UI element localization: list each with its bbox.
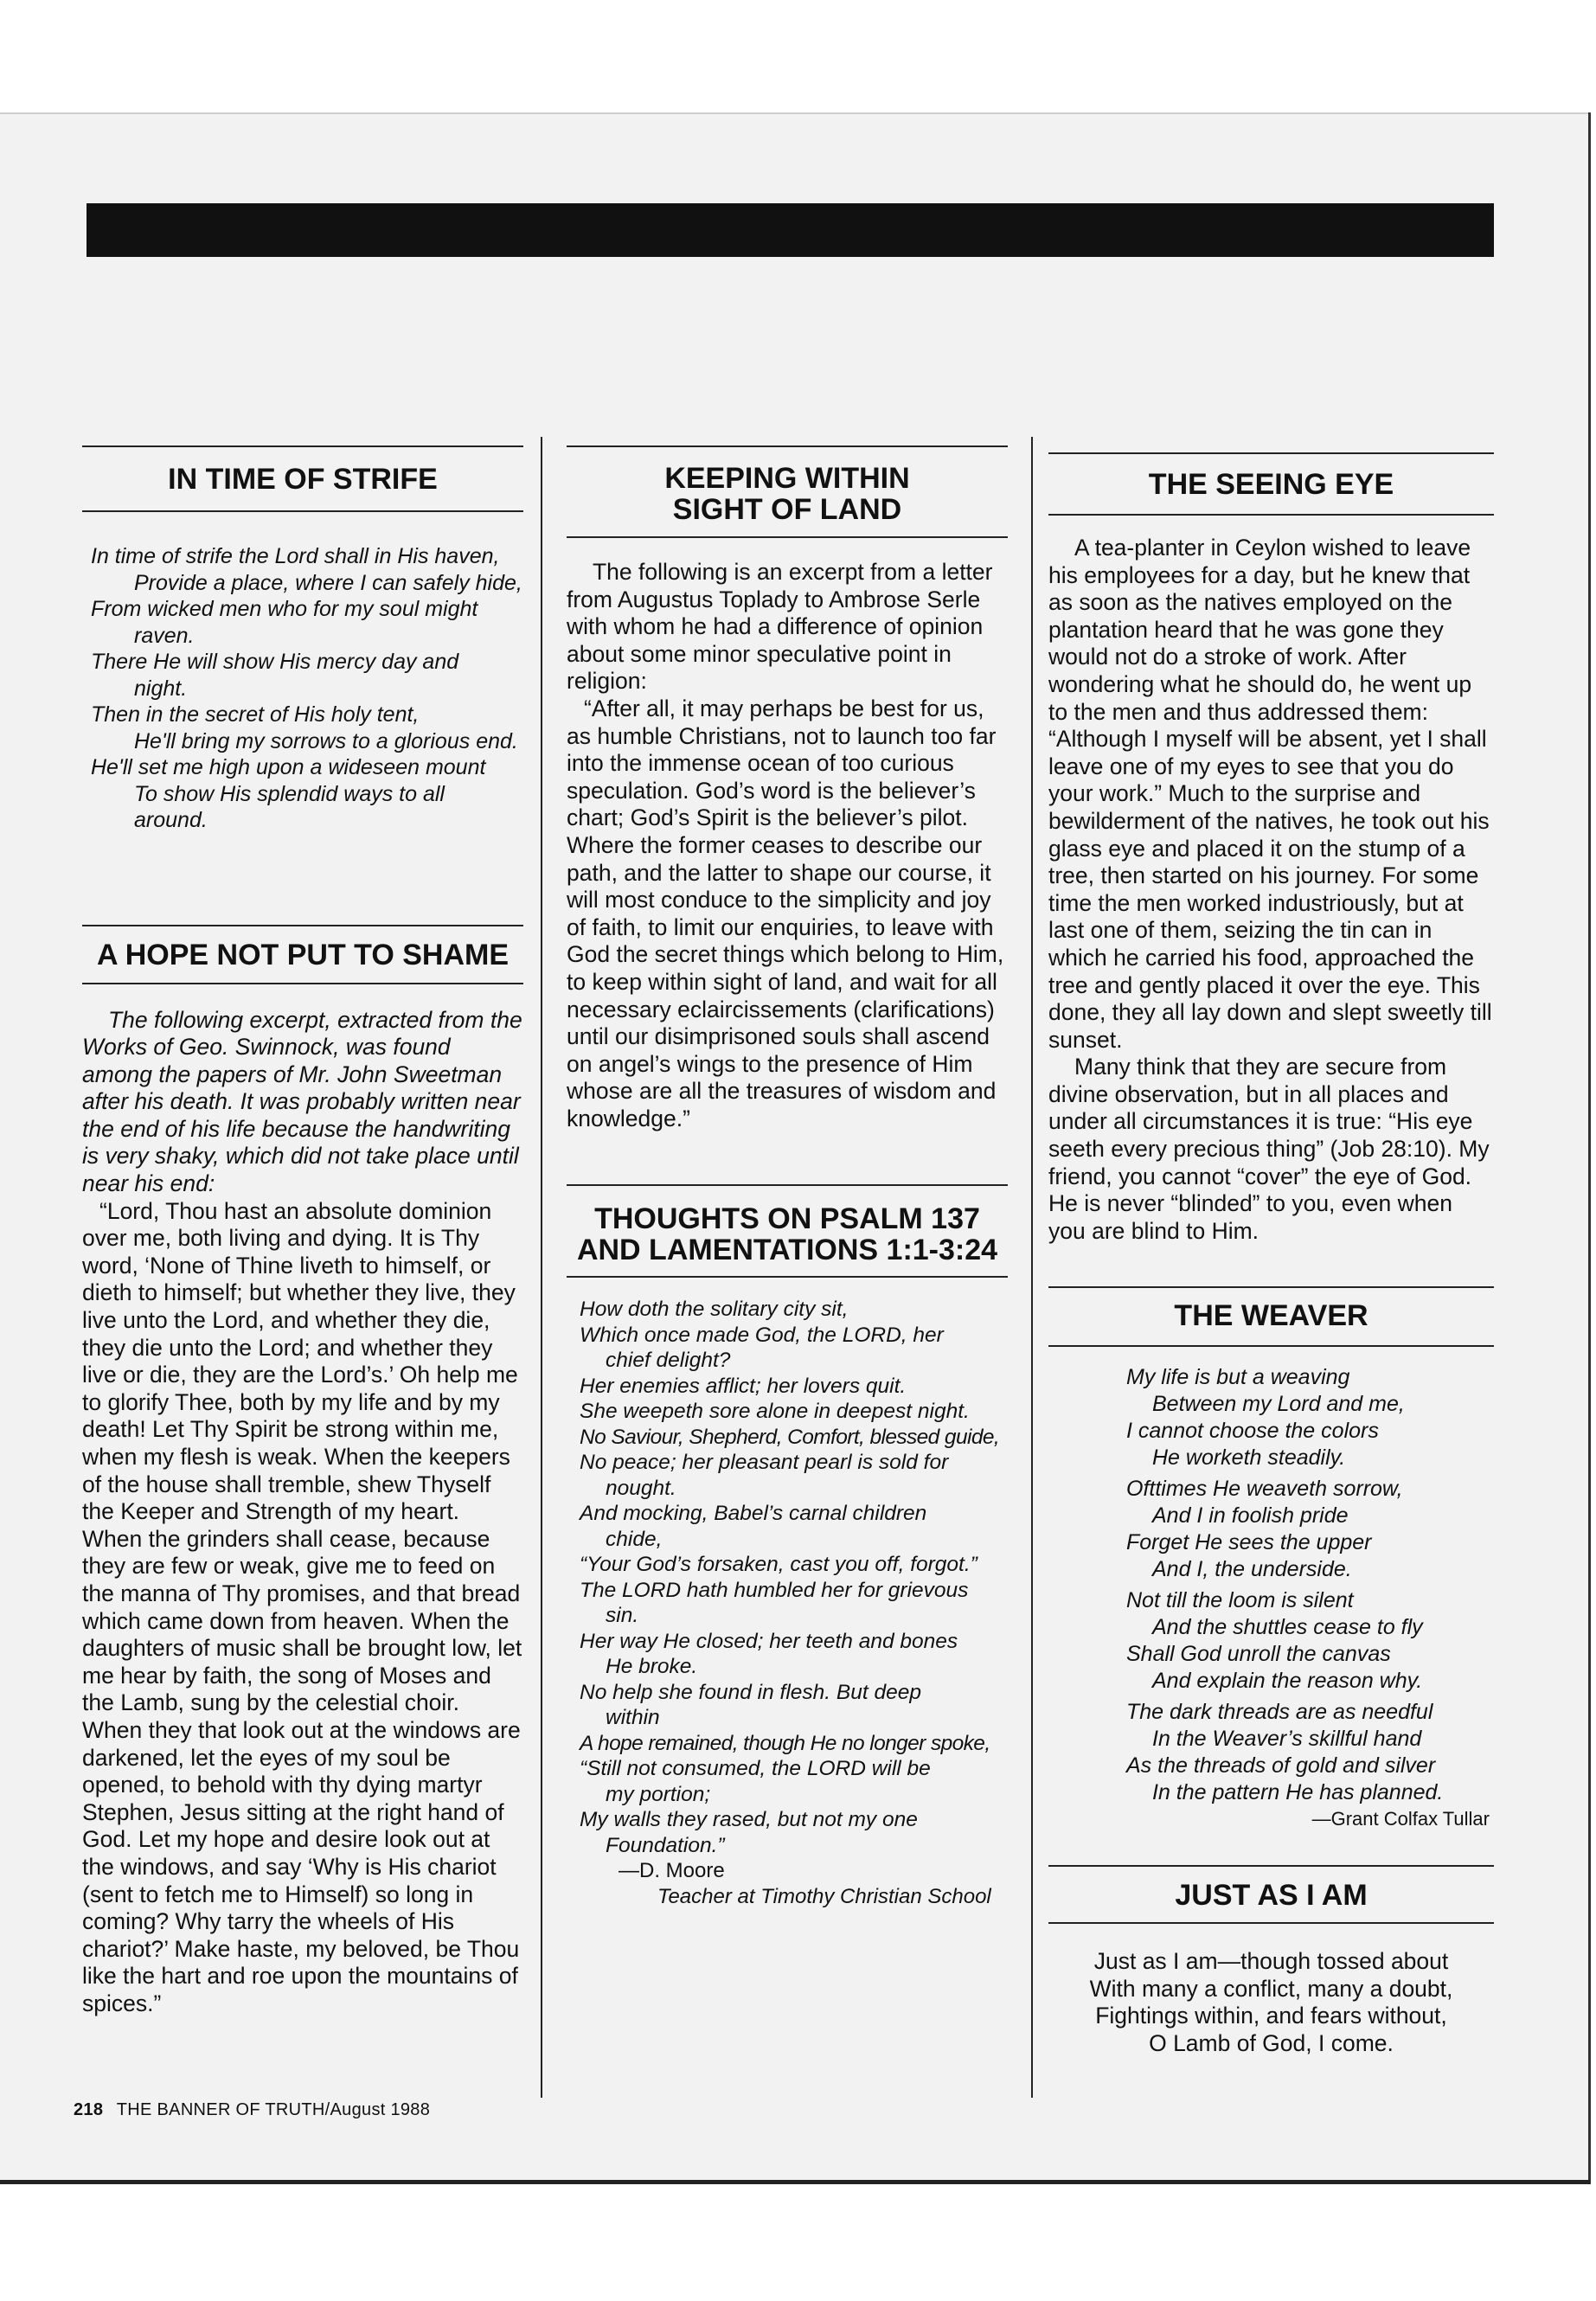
page-footer bbox=[74, 2100, 430, 2120]
poem-line: Foundation.” bbox=[606, 1833, 725, 1857]
section-title-a-hope-not-put-to-shame bbox=[82, 925, 523, 984]
poem-line: A hope remained, though He no longer spoke, bbox=[580, 1731, 990, 1755]
page-right-edge bbox=[1588, 112, 1591, 2184]
poem-line: And I, the underside. bbox=[1152, 1557, 1352, 1582]
hymn-line: Just as I am—though tossed about bbox=[1093, 1948, 1449, 1975]
section-title-in-time-of-strife bbox=[82, 445, 523, 512]
poem-line: She weepeth sore alone in deepest night. bbox=[580, 1400, 970, 1424]
poem-line: Which once made God, the LORD, her bbox=[580, 1323, 944, 1347]
stanza bbox=[1126, 1699, 1494, 1806]
poem-line: Her enemies afflict; her lovers quit. bbox=[580, 1374, 907, 1398]
story-paragraph: A tea-planter in Ceylon wished to leave his employees for a day, but he knew that as soon as the natives employed on the plantation heard that he was gone they would not do a stroke of work. After wondering what he should do, he went up to the men and thus addressed them: “Although I myself will be absent, yet I shall leave one of my eyes to see that you do your work.” Much to the surprise and bewilderment of the natives, he took out his glass eye and placed it on the stump of a tree, then started on his journey. For some time the men worked industriously, but at last one of them, seizing the tin can in which he carried his food, approached the tree and gently placed it over the eye. This done, they all lay down and slept sweetly till sunset. bbox=[1048, 535, 1492, 1053]
poem-line: He'll set me high upon a wideseen mount bbox=[91, 755, 486, 779]
publication-info: THE BANNER OF TRUTH/August 1988 bbox=[116, 2100, 431, 2119]
poem-psalm-137 bbox=[567, 1297, 1008, 1858]
poem-line: chide, bbox=[606, 1527, 663, 1551]
title-line-2: SIGHT OF LAND bbox=[672, 493, 902, 526]
stanza bbox=[1126, 1476, 1494, 1583]
stanza bbox=[1126, 1364, 1494, 1471]
poem-line: And I in foolish pride bbox=[1152, 1503, 1349, 1529]
poem-line: Then in the secret of His holy tent, bbox=[91, 702, 420, 727]
intro-paragraph: The following is an excerpt from a letter from Augustus Toplady to Ambrose Serle with whom he had a difference of opinion about some minor speculative point in religion: bbox=[567, 559, 993, 695]
poem-the-weaver bbox=[1048, 1364, 1494, 1806]
poem-line: within bbox=[606, 1706, 660, 1730]
poem-line: I cannot choose the colors bbox=[1126, 1419, 1379, 1444]
section-title-keeping-within-sight-of-land bbox=[567, 445, 1008, 538]
poem-line: The dark threads are as needful bbox=[1126, 1700, 1433, 1725]
hymn-just-as-i-am bbox=[1048, 1948, 1494, 2057]
poem-line: In the Weaver’s skillful hand bbox=[1152, 1727, 1422, 1752]
quote-paragraph: “After all, it may perhaps be best for us, as humble Christians, not to launch too far into the immense ocean of too curious speculation. God’s word is the believer’s chart; God’s Spirit is the believer’s pilot. Where the former ceases to describe our path, and the latter to shape our course, it will most conduce to the simplicity and joy of faith, to limit our enquiries, to leave with God the secret things which belong to Him, to keep within sight of land, and wait for all necessary eclaircissements (clarifications) until our disimprisoned souls shall ascend on angel’s wings to the presence of Him whose are all the treasures of wisdom and knowledge.” bbox=[567, 695, 1004, 1131]
poem-line: Ofttimes He weaveth sorrow, bbox=[1126, 1477, 1403, 1502]
poem-line: night. bbox=[134, 676, 188, 701]
poem-line: Shall God unroll the canvas bbox=[1126, 1642, 1391, 1667]
poem-line: From wicked men who for my soul might bbox=[91, 597, 478, 621]
poem-line: He worketh steadily. bbox=[1152, 1445, 1346, 1471]
poem-line: To show His splendid ways to all around. bbox=[134, 781, 445, 832]
title-text: THE SEEING EYE bbox=[1148, 468, 1394, 501]
hymn-line: With many a conflict, many a doubt, bbox=[1089, 1975, 1453, 2002]
stanza bbox=[1126, 1587, 1494, 1695]
poem-line: “Still not consumed, the LORD will be bbox=[580, 1757, 931, 1781]
page-bottom-edge bbox=[0, 2180, 1590, 2184]
poem-line: And the shuttles cease to fly bbox=[1152, 1615, 1423, 1640]
poem-line: He'll bring my sorrows to a glorious end. bbox=[134, 728, 518, 753]
poem-in-time-of-strife bbox=[82, 543, 523, 834]
title-line-1: THOUGHTS ON PSALM 137 bbox=[594, 1202, 980, 1236]
hymn-line: O Lamb of God, I come. bbox=[1149, 2029, 1394, 2056]
intro-paragraph: The following excerpt, extracted from the Works of Geo. Swinnock, was found among the papers of Mr. John Sweetman after his death. It was probably written near the end of his life because the handwriting is very shaky, which did not take place until near his end: bbox=[82, 1006, 522, 1197]
poem-line: And mocking, Babel’s carnal children bbox=[580, 1502, 927, 1526]
poem-line: He broke. bbox=[606, 1655, 698, 1679]
poem-line: No Saviour, Shepherd, Comfort, blessed guide, bbox=[580, 1425, 1000, 1449]
section-title-the-weaver bbox=[1048, 1286, 1494, 1347]
poem-line: In time of strife the Lord shall in His haven, bbox=[91, 544, 500, 568]
poem-line: In the pattern He has planned. bbox=[1152, 1780, 1444, 1805]
title-text: IN TIME OF STRIFE bbox=[168, 463, 438, 496]
title-text: JUST AS I AM bbox=[1175, 1879, 1368, 1913]
poem-line: Between my Lord and me, bbox=[1152, 1392, 1405, 1417]
poem-line: My life is but a weaving bbox=[1126, 1365, 1350, 1390]
poem-line: my portion; bbox=[606, 1782, 711, 1806]
column-2 bbox=[567, 445, 1008, 1910]
hymn-line: Fightings within, and fears without, bbox=[1095, 2003, 1447, 2029]
poem-line: No peace; her pleasant pearl is sold for bbox=[580, 1451, 949, 1475]
title-text: A HOPE NOT PUT TO SHAME bbox=[96, 938, 510, 971]
poem-line: As the threads of gold and silver bbox=[1126, 1753, 1436, 1779]
poem-author: —Grant Colfax Tullar bbox=[1311, 1808, 1490, 1830]
section-title-thoughts-on-psalm-137 bbox=[567, 1184, 1008, 1278]
author-affiliation: Teacher at Timothy Christian School bbox=[657, 1885, 991, 1909]
column-divider-1 bbox=[541, 437, 542, 2098]
column-1 bbox=[82, 445, 523, 2017]
poem-line: sin. bbox=[606, 1604, 639, 1628]
poem-line: There He will show His mercy day and bbox=[91, 650, 459, 674]
title-line-1: KEEPING WITHIN bbox=[664, 462, 910, 495]
poem-line: Her way He closed; her teeth and bones bbox=[580, 1629, 958, 1653]
poem-line: “Your God’s forsaken, cast you off, forgot.” bbox=[580, 1553, 977, 1577]
header-black-band bbox=[87, 203, 1494, 257]
title-line-2: AND LAMENTATIONS 1:1-3:24 bbox=[576, 1234, 998, 1267]
body-paragraph: “Lord, Thou hast an absolute dominion over me, both living and dying. It is Thy word, ‘None of Thine liveth to himself, or dieth to himself; but whether they live, they live unto the Lord, and whether they die, they die unto the Lord; and whether they live or die, they are the Lord’s.’ Oh help me to glorify Thee, both by my life and by my death! Let Thy Spirit be strong within me, when my flesh is weak. When the keepers of the house shall tremble, shew Thyself the Keeper and Strength of my heart. When the grinders shall cease, because they are few or weak, give me to feed on the manna of Thy promises, and that bread which came down from heaven. When the daughters of music shall be brought low, let me hear by faith, the song of Moses and the Lamb, sung by the celestial choir. When they that look out at the windows are darkened, let the eyes of my soul be opened, to behold with thy dying martyr Stephen, Jesus sitting at the right hand of God. Let my hope and desire look out at the windows, and say ‘Why is His chariot (sent to fetch me to Himself) so long in coming? Why tarry the wheels of His chariot?’ Make haste, my beloved, be Thou like the hart and roe upon the mountains of spices.” bbox=[82, 1197, 522, 2016]
poem-line: Forget He sees the upper bbox=[1126, 1530, 1372, 1555]
poem-line: raven. bbox=[134, 623, 195, 648]
poem-line: And explain the reason why. bbox=[1152, 1669, 1423, 1694]
section-title-the-seeing-eye bbox=[1048, 452, 1494, 516]
poem-line: No help she found in flesh. But deep bbox=[580, 1680, 922, 1704]
poem-line: How doth the solitary city sit, bbox=[580, 1298, 849, 1322]
column-3 bbox=[1048, 452, 1494, 2057]
column-divider-2 bbox=[1031, 437, 1033, 2098]
page-number: 218 bbox=[74, 2100, 104, 2119]
poem-line: My walls they rased, but not my one bbox=[580, 1808, 918, 1832]
story-paragraph: Many think that they are secure from divine observation, but in all places and under all circumstances it is true: “His eye seeth every precious thing” (Job 28:10). My friend, you cannot “cover” the eye of God. He is never “blinded” to you, even when you are blind to Him. bbox=[1048, 1054, 1490, 1244]
page-top-edge bbox=[0, 112, 1590, 114]
poem-line: nought. bbox=[606, 1476, 676, 1500]
poem-line: The LORD hath humbled her for grievous bbox=[580, 1578, 969, 1602]
poem-line: Provide a place, where I can safely hide, bbox=[134, 570, 522, 595]
poem-line: Not till the loom is silent bbox=[1126, 1588, 1354, 1613]
title-text: THE WEAVER bbox=[1174, 1299, 1368, 1333]
poem-line: chief delight? bbox=[606, 1349, 731, 1373]
poem-author: —D. Moore bbox=[619, 1859, 725, 1883]
section-title-just-as-i-am bbox=[1048, 1865, 1494, 1924]
